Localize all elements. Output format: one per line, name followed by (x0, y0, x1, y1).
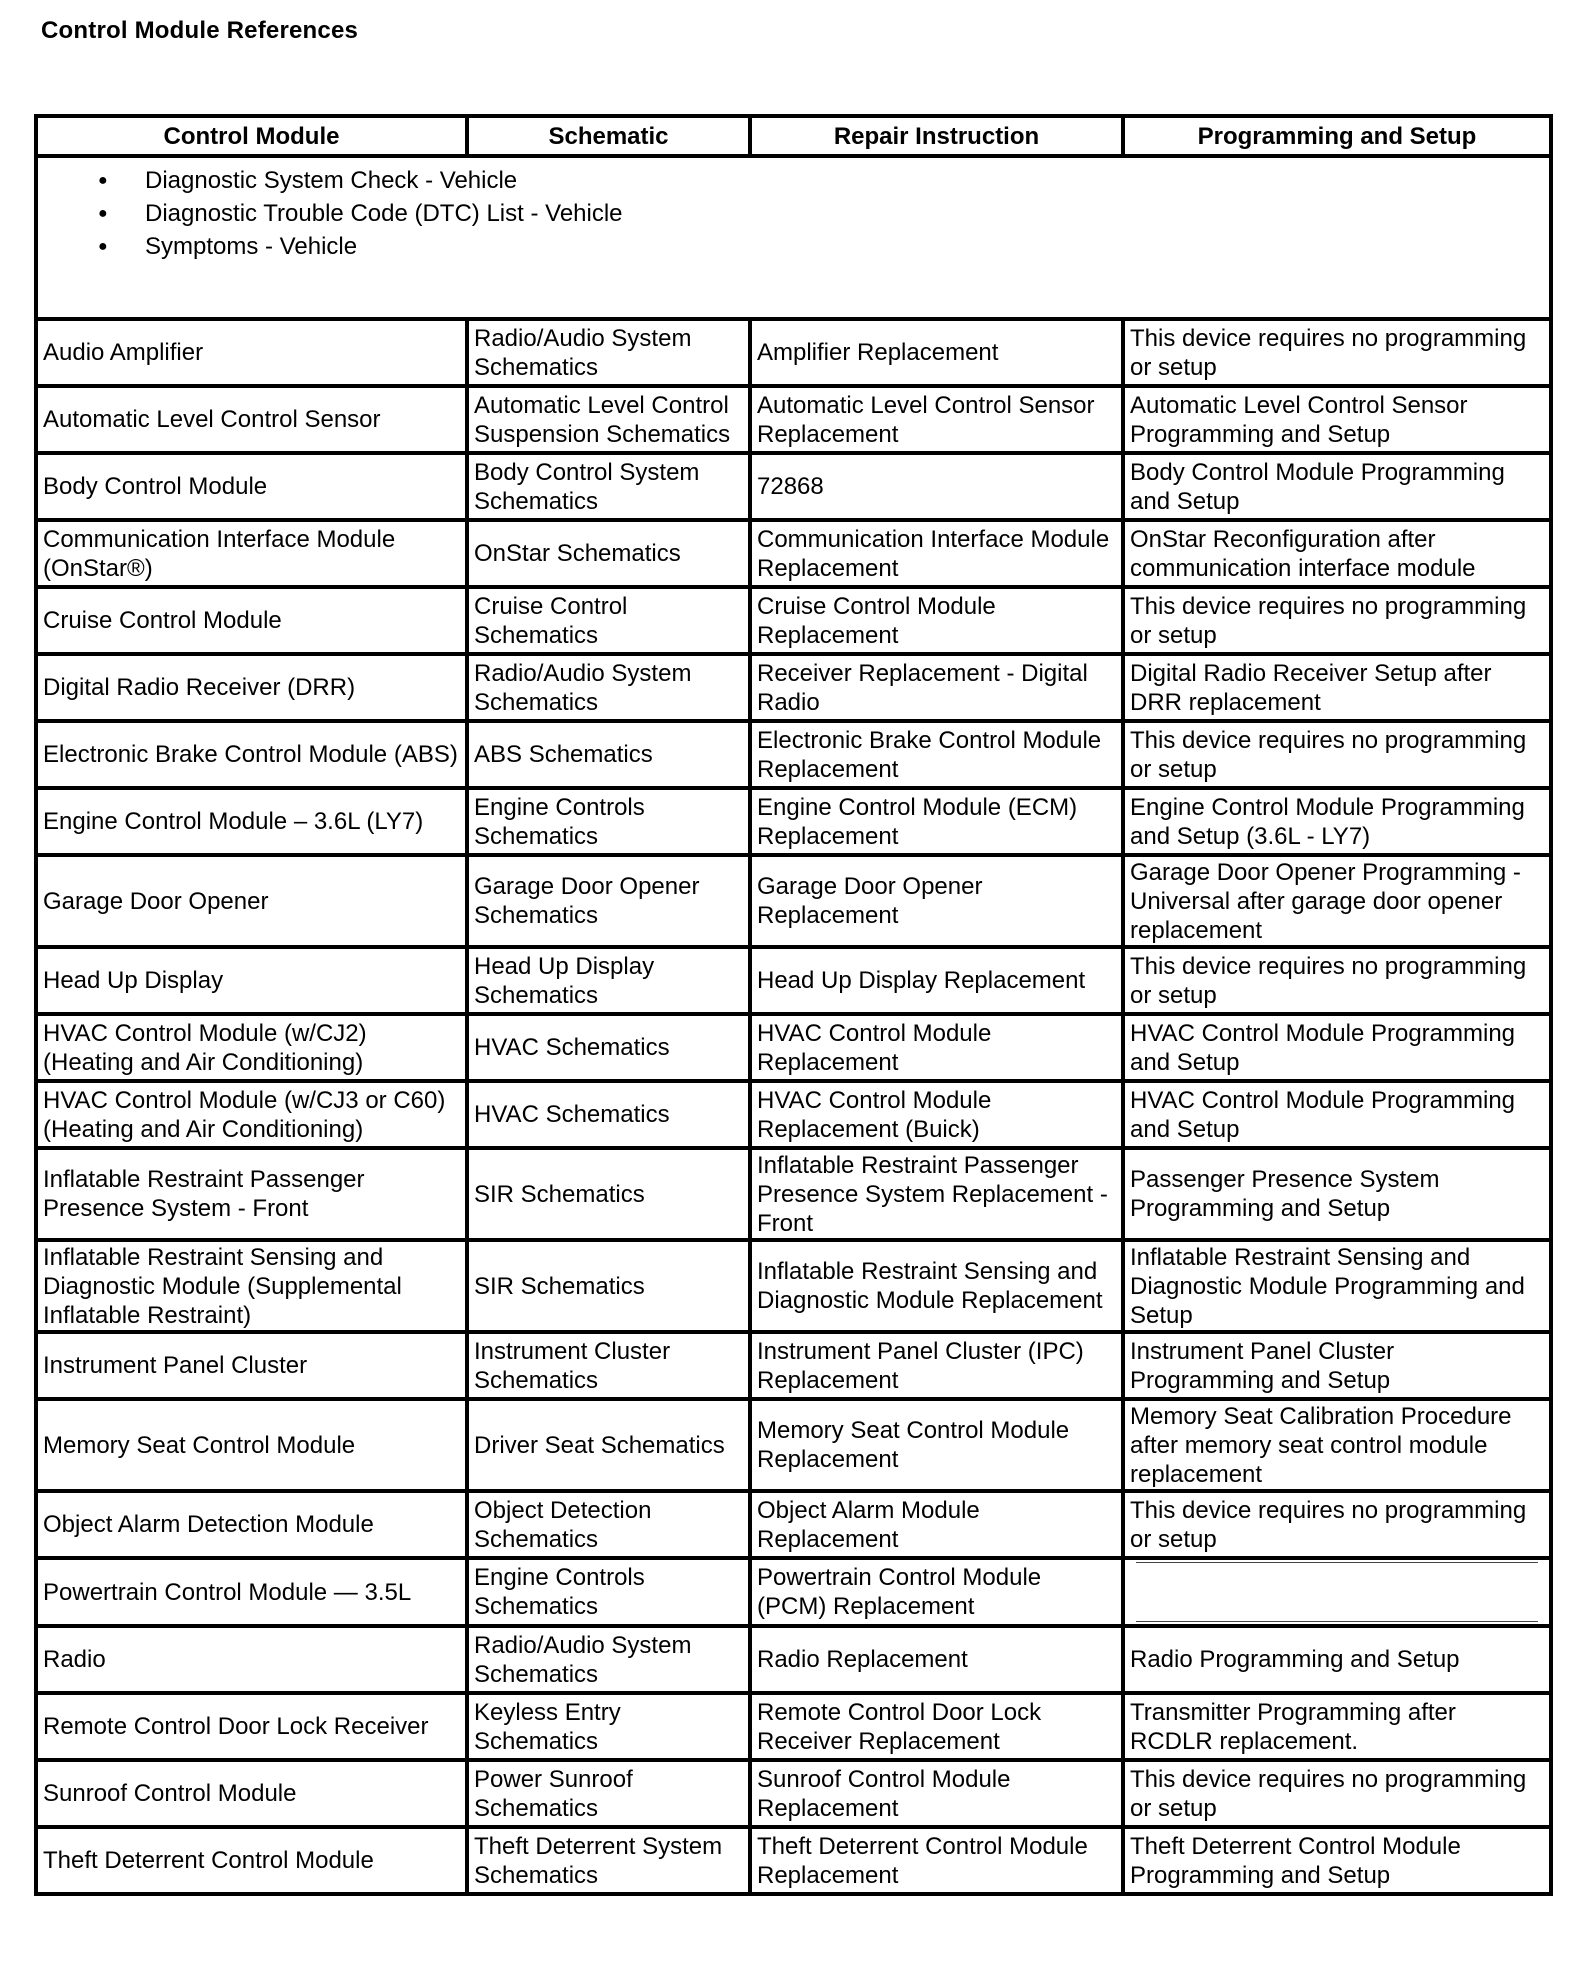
table-row (36, 788, 1551, 855)
repair-link[interactable]: Electronic Brake Control Module Replacement (750, 721, 1123, 788)
module-cell: Memory Seat Control Module (36, 1399, 467, 1491)
table-row (36, 386, 1551, 453)
schematic-link[interactable]: Theft Deterrent System Schematics (467, 1827, 750, 1894)
intro-link-dtc-list[interactable]: ● Diagnostic Trouble Code (DTC) List - Vehicle (98, 197, 1539, 230)
schematic-link[interactable]: Keyless Entry Schematics (467, 1693, 750, 1760)
programming-link[interactable]: HVAC Control Module Programming and Setup (1123, 1014, 1551, 1081)
table-row (36, 1491, 1551, 1558)
programming-cell: This device requires no programming or setup (1123, 947, 1551, 1014)
schematic-link[interactable]: HVAC Schematics (467, 1081, 750, 1148)
programming-link[interactable]: Instrument Panel Cluster Programming and Setup (1123, 1332, 1551, 1399)
programming-cell: This device requires no programming or setup (1123, 1760, 1551, 1827)
module-cell: Remote Control Door Lock Receiver (36, 1693, 467, 1760)
programming-link[interactable]: Passenger Presence System Programming and Setup (1123, 1148, 1551, 1240)
header-repair-instruction: Repair Instruction (750, 116, 1123, 156)
repair-link[interactable]: Amplifier Replacement (750, 319, 1123, 386)
table-row (36, 319, 1551, 386)
module-cell: Audio Amplifier (36, 319, 467, 386)
repair-link[interactable]: Cruise Control Module Replacement (750, 587, 1123, 654)
repair-link[interactable]: Inflatable Restraint Sensing and Diagnostic Module Replacement (750, 1240, 1123, 1332)
repair-link[interactable]: HVAC Control Module Replacement (Buick) (750, 1081, 1123, 1148)
module-cell: Inflatable Restraint Sensing and Diagnostic Module (Supplemental Inflatable Restraint) (36, 1240, 467, 1332)
repair-link[interactable]: Sunroof Control Module Replacement (750, 1760, 1123, 1827)
schematic-link[interactable]: SIR Schematics (467, 1240, 750, 1332)
repair-link[interactable]: Remote Control Door Lock Receiver Replacement (750, 1693, 1123, 1760)
table-row (36, 1332, 1551, 1399)
programming-cell: This device requires no programming or setup (1123, 587, 1551, 654)
table-row (36, 520, 1551, 587)
programming-link[interactable]: OnStar Reconfiguration after communication interface module (1123, 520, 1551, 587)
header-programming-setup: Programming and Setup (1123, 116, 1551, 156)
schematic-link[interactable]: Head Up Display Schematics (467, 947, 750, 1014)
table-row (36, 1240, 1551, 1332)
schematic-link[interactable]: ABS Schematics (467, 721, 750, 788)
table-row (36, 1081, 1551, 1148)
schematic-link[interactable]: Automatic Level Control Suspension Schematics (467, 386, 750, 453)
table-row (36, 1626, 1551, 1693)
repair-link[interactable]: HVAC Control Module Replacement (750, 1014, 1123, 1081)
table-row (36, 587, 1551, 654)
table-row (36, 1399, 1551, 1491)
schematic-link[interactable]: Engine Controls Schematics (467, 788, 750, 855)
repair-link[interactable]: 72868 (750, 453, 1123, 520)
schematic-link[interactable]: SIR Schematics (467, 1148, 750, 1240)
repair-link[interactable]: Garage Door Opener Replacement (750, 855, 1123, 947)
programming-link[interactable]: Automatic Level Control Sensor Programming and Setup (1123, 386, 1551, 453)
schematic-link[interactable]: OnStar Schematics (467, 520, 750, 587)
module-cell: HVAC Control Module (w/CJ3 or C60) (Heating and Air Conditioning) (36, 1081, 467, 1148)
repair-link[interactable]: Instrument Panel Cluster (IPC) Replacement (750, 1332, 1123, 1399)
module-cell: Garage Door Opener (36, 855, 467, 947)
programming-cell: This device requires no programming or setup (1123, 1491, 1551, 1558)
programming-link[interactable]: Engine Control Module Programming and Setup (3.6L - LY7) (1123, 788, 1551, 855)
table-row (36, 855, 1551, 947)
programming-link[interactable]: Garage Door Opener Programming - Universal after garage door opener replacement (1123, 855, 1551, 947)
module-cell: Radio (36, 1626, 467, 1693)
programming-link[interactable]: Digital Radio Receiver Setup after DRR replacement (1123, 654, 1551, 721)
table-row (36, 453, 1551, 520)
schematic-link[interactable]: Body Control System Schematics (467, 453, 750, 520)
programming-cell: This device requires no programming or setup (1123, 721, 1551, 788)
programming-link[interactable]: Inflatable Restraint Sensing and Diagnostic Module Programming and Setup (1123, 1240, 1551, 1332)
table-row (36, 1014, 1551, 1081)
table-header-row (36, 116, 1551, 156)
repair-link[interactable]: Communication Interface Module Replacement (750, 520, 1123, 587)
module-cell: Theft Deterrent Control Module (36, 1827, 467, 1894)
table-row (36, 1148, 1551, 1240)
schematic-link[interactable]: Radio/Audio System Schematics (467, 1626, 750, 1693)
module-cell: Head Up Display (36, 947, 467, 1014)
table-row (36, 1558, 1551, 1626)
module-cell: Engine Control Module – 3.6L (LY7) (36, 788, 467, 855)
repair-link[interactable]: Theft Deterrent Control Module Replacement (750, 1827, 1123, 1894)
table-row (36, 947, 1551, 1014)
schematic-link[interactable]: HVAC Schematics (467, 1014, 750, 1081)
module-cell: Object Alarm Detection Module (36, 1491, 467, 1558)
programming-link[interactable]: Theft Deterrent Control Module Programming and Setup (1123, 1827, 1551, 1894)
intro-link-system-check[interactable]: ● Diagnostic System Check - Vehicle (98, 164, 1539, 197)
repair-link[interactable]: Automatic Level Control Sensor Replacement (750, 386, 1123, 453)
intro-link-symptoms[interactable]: ● Symptoms - Vehicle (98, 230, 1539, 263)
repair-link[interactable]: Radio Replacement (750, 1626, 1123, 1693)
intro-row (36, 156, 1551, 319)
module-cell: Powertrain Control Module — 3.5L (36, 1558, 467, 1626)
programming-cell: This device requires no programming or setup (1123, 319, 1551, 386)
intro-cell (36, 156, 1551, 319)
control-module-table (34, 114, 1553, 1896)
header-schematic: Schematic (467, 116, 750, 156)
module-cell: Sunroof Control Module (36, 1760, 467, 1827)
repair-link[interactable]: Engine Control Module (ECM) Replacement (750, 788, 1123, 855)
page-title: Control Module References (41, 17, 359, 44)
schematic-link[interactable]: Instrument Cluster Schematics (467, 1332, 750, 1399)
schematic-link[interactable]: Garage Door Opener Schematics (467, 855, 750, 947)
programming-link[interactable]: HVAC Control Module Programming and Setup (1123, 1081, 1551, 1148)
module-cell: Inflatable Restraint Passenger Presence System - Front (36, 1148, 467, 1240)
repair-link[interactable]: Memory Seat Control Module Replacement (750, 1399, 1123, 1491)
programming-link[interactable]: Memory Seat Calibration Procedure after memory seat control module replacement (1123, 1399, 1551, 1491)
programming-link[interactable]: Radio Programming and Setup (1123, 1626, 1551, 1693)
module-cell: Instrument Panel Cluster (36, 1332, 467, 1399)
table-row (36, 1693, 1551, 1760)
repair-link[interactable]: Receiver Replacement - Digital Radio (750, 654, 1123, 721)
repair-link[interactable]: Powertrain Control Module (PCM) Replacement (750, 1558, 1123, 1626)
table-row (36, 654, 1551, 721)
module-cell: Body Control Module (36, 453, 467, 520)
repair-link[interactable]: Inflatable Restraint Passenger Presence System Replacement - Front (750, 1148, 1123, 1240)
table-row (36, 721, 1551, 788)
programming-link[interactable]: Body Control Module Programming and Setup (1123, 453, 1551, 520)
module-cell: Automatic Level Control Sensor (36, 386, 467, 453)
header-control-module: Control Module (36, 116, 467, 156)
programming-cell-empty (1123, 1558, 1551, 1626)
schematic-link[interactable]: Radio/Audio System Schematics (467, 654, 750, 721)
module-cell: Electronic Brake Control Module (ABS) (36, 721, 467, 788)
schematic-link[interactable]: Cruise Control Schematics (467, 587, 750, 654)
module-cell: Cruise Control Module (36, 587, 467, 654)
module-cell: HVAC Control Module (w/CJ2) (Heating and Air Conditioning) (36, 1014, 467, 1081)
schematic-link[interactable]: Power Sunroof Schematics (467, 1760, 750, 1827)
schematic-link[interactable]: Driver Seat Schematics (467, 1399, 750, 1491)
repair-link[interactable]: Head Up Display Replacement (750, 947, 1123, 1014)
schematic-link[interactable]: Object Detection Schematics (467, 1491, 750, 1558)
module-cell: Digital Radio Receiver (DRR) (36, 654, 467, 721)
intro-list (48, 164, 1539, 263)
module-cell: Communication Interface Module (OnStar®) (36, 520, 467, 587)
table-row (36, 1760, 1551, 1827)
table-row (36, 1827, 1551, 1894)
repair-link[interactable]: Object Alarm Module Replacement (750, 1491, 1123, 1558)
schematic-link[interactable]: Radio/Audio System Schematics (467, 319, 750, 386)
schematic-link[interactable]: Engine Controls Schematics (467, 1558, 750, 1626)
programming-link[interactable]: Transmitter Programming after RCDLR replacement. (1123, 1693, 1551, 1760)
blank-placeholder (1136, 1562, 1538, 1622)
